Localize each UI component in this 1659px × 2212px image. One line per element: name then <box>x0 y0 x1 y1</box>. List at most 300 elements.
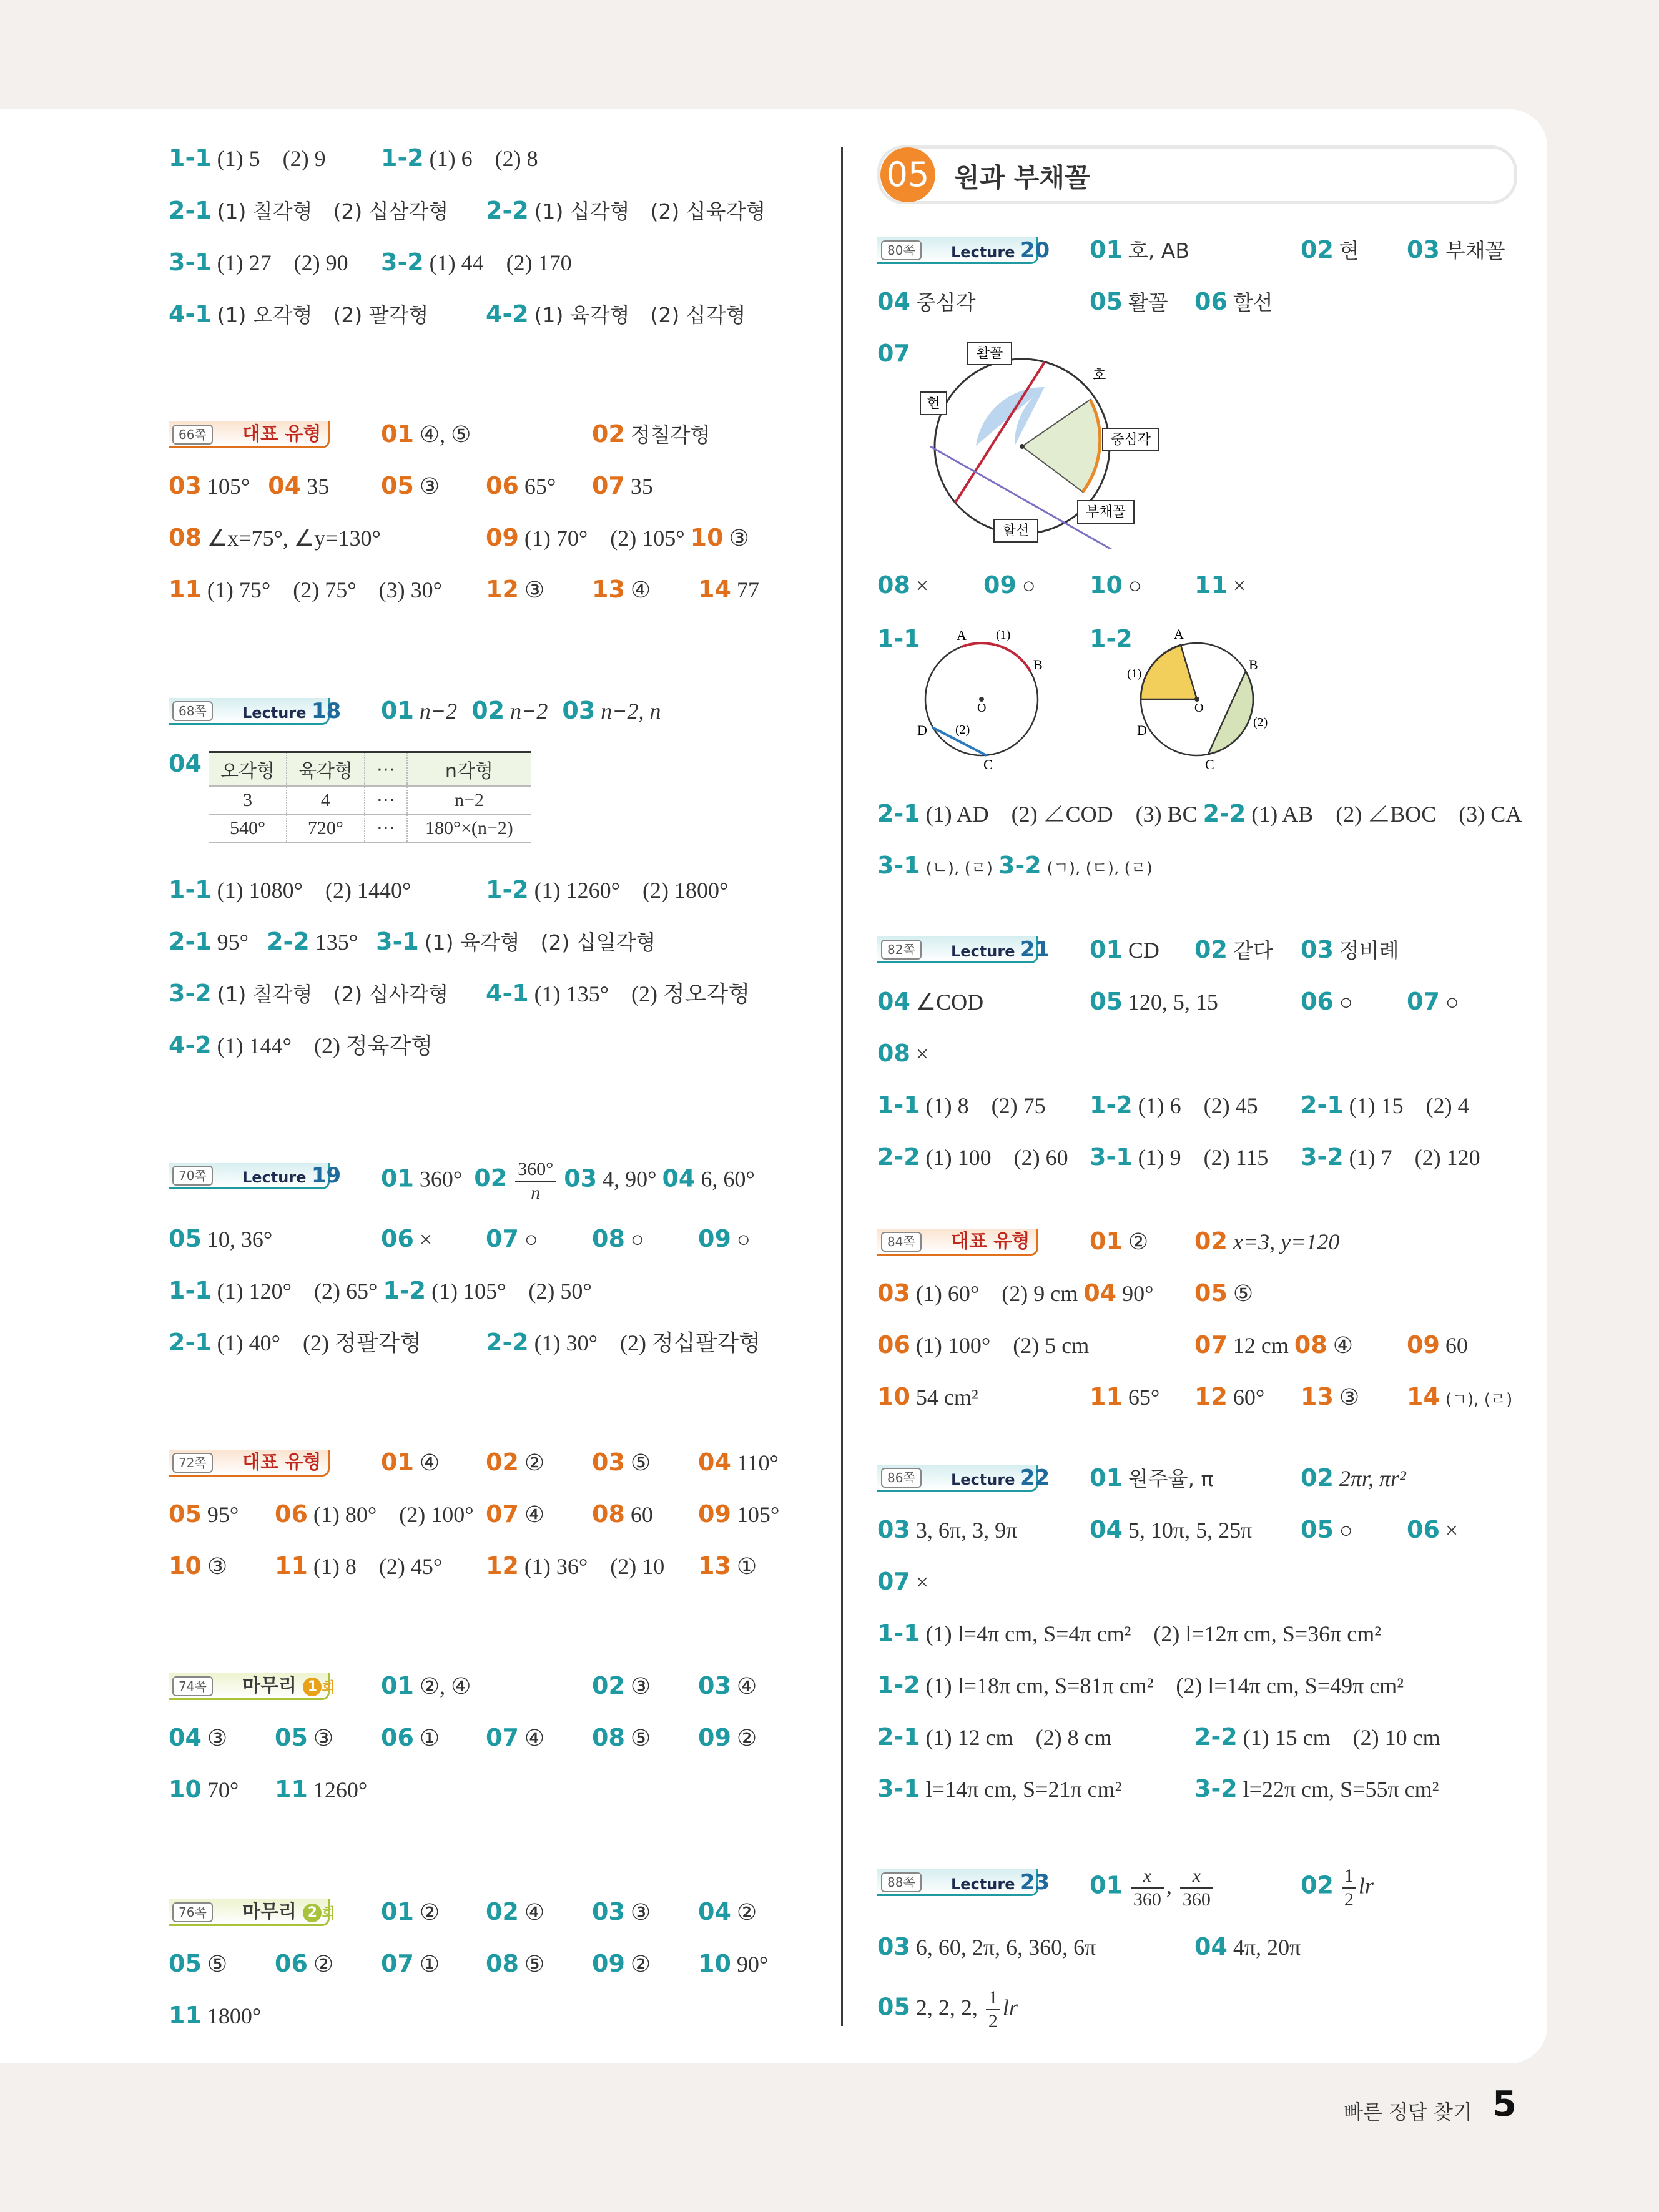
answer-text: ③ <box>729 526 749 551</box>
answer-text: ⑤ <box>630 1726 651 1751</box>
answer-text: (ㄱ), (ㄷ), (ㄹ) <box>1046 859 1153 878</box>
answer-row <box>169 195 448 227</box>
answer-text: (1) 칠각형 (2) 십삼각형 <box>217 199 449 224</box>
answer-text: ④ <box>630 578 651 602</box>
lecture-label: Lecture <box>242 704 307 722</box>
answer-text: ④ <box>736 1674 757 1699</box>
answer-row <box>169 142 326 174</box>
answer-row <box>877 986 983 1018</box>
question-number: 07 <box>381 1950 414 1977</box>
answer-text: ○ <box>1128 573 1142 598</box>
section-tag-88 <box>877 1869 1050 1896</box>
label-segment: 활꼴 <box>976 346 1003 361</box>
answer-text: ③ <box>1339 1385 1360 1410</box>
answer-row <box>1301 1381 1359 1413</box>
answer-text: (1) 8 (2) 75 <box>925 1093 1046 1118</box>
point-a-label: A <box>1174 626 1184 642</box>
point-o-label: O <box>1194 701 1204 715</box>
answer-text: ⑤ <box>1233 1281 1254 1306</box>
answer-text: 정비례 <box>1339 938 1399 963</box>
section-name <box>951 938 1050 963</box>
question-number: 1-2 <box>1090 1091 1133 1119</box>
answer-text: (1) 15 (2) 4 <box>1349 1093 1469 1118</box>
answer-row <box>275 1774 367 1806</box>
page-ref: 76쪽 <box>172 1902 213 1922</box>
answer-text: × <box>419 1227 433 1252</box>
section-name: 대표 유형 <box>951 1231 1030 1252</box>
answer-text: (1) 6 (2) 8 <box>429 146 538 171</box>
answer-text: ○ <box>1021 573 1036 598</box>
answer-row <box>877 1089 1046 1121</box>
question-number: 07 <box>1194 1331 1228 1359</box>
section-tag-84 <box>877 1229 1038 1256</box>
lecture-number: 23 <box>1020 1870 1050 1895</box>
answer-text: ① <box>736 1554 757 1579</box>
answer-row <box>592 1670 651 1702</box>
answer-row <box>1301 1141 1480 1173</box>
answer-text: ③ <box>630 1900 651 1925</box>
answer-text: × <box>915 1041 929 1066</box>
question-number: 07 <box>486 1724 519 1751</box>
answer-row <box>1194 569 1246 601</box>
answer-row <box>1090 569 1142 601</box>
answer-row <box>169 247 348 278</box>
answer-text: (1) 135° (2) 정오각형 <box>534 981 751 1006</box>
answer-text: (1) 36° (2) 10 <box>524 1554 665 1579</box>
mark-1: (1) <box>1127 667 1142 681</box>
question-number: 2-2 <box>486 1329 529 1356</box>
question-number: 13 <box>698 1552 731 1580</box>
question-number: 1-2 <box>383 1277 426 1304</box>
question-number: 01 <box>1090 936 1123 963</box>
point-o-label: O <box>977 701 987 715</box>
answer-row <box>592 1896 651 1928</box>
answer-row <box>486 1550 664 1582</box>
question-number: 07 <box>877 340 910 367</box>
lecture-number: 19 <box>311 1163 342 1188</box>
point-d-label: D <box>1137 722 1147 738</box>
answer-text: 12 cm <box>1233 1333 1289 1358</box>
answer-row <box>169 1275 592 1307</box>
question-number: 09 <box>1407 1331 1440 1359</box>
answer-row <box>592 1223 644 1255</box>
table-header: 육각형 <box>287 752 365 787</box>
question-number: 01 <box>381 1164 414 1192</box>
answer-row <box>486 978 750 1010</box>
answer-row <box>381 1223 432 1255</box>
point-b-label: B <box>1249 657 1258 672</box>
answer-text: ○ <box>1445 990 1459 1015</box>
answer-text: (1) l=18π cm, S=81π cm² (2) l=14π cm, S=49π cm² <box>925 1673 1404 1698</box>
answer-row <box>1194 1381 1264 1413</box>
answer-row <box>1090 1514 1252 1546</box>
round-badge: 1 <box>303 1678 322 1696</box>
question-number: 02 <box>471 697 505 724</box>
answer-row <box>983 569 1036 601</box>
answer-text: 35 <box>630 474 653 499</box>
answer-row <box>698 1223 751 1255</box>
page-ref: 84쪽 <box>881 1232 922 1252</box>
table-cell: 3 <box>209 786 287 814</box>
section-tag-68 <box>169 698 342 725</box>
answer-row <box>169 1223 272 1255</box>
answer-row <box>169 1030 433 1061</box>
denominator: 2 <box>988 2011 998 2032</box>
circle-terms-diagram <box>912 337 1174 549</box>
answer-text: 현 <box>1339 238 1359 263</box>
answer-text: 105° <box>736 1502 780 1527</box>
answer-text: ④ <box>419 1450 440 1475</box>
answer-text: 5, 10π, 5, 25π <box>1128 1518 1253 1543</box>
answer-row <box>1090 1089 1258 1121</box>
answer-text: (1) 6 (2) 45 <box>1138 1093 1258 1118</box>
question-number: 01 <box>381 1898 414 1925</box>
point-d-label: D <box>917 722 927 738</box>
answer-row <box>169 874 411 906</box>
answer-row <box>1301 1462 1406 1494</box>
answer-row <box>877 1381 978 1413</box>
question-number: 2-1 <box>169 928 212 955</box>
question-number: 01 <box>1090 236 1123 263</box>
answer-row <box>381 1896 440 1928</box>
question-number: 03 <box>564 1164 598 1192</box>
question-number: 01 <box>1090 1227 1123 1255</box>
answer-row <box>1407 1381 1512 1415</box>
fraction <box>1180 1867 1213 1909</box>
question-number: 2-2 <box>877 1143 920 1171</box>
answer-text: 360° <box>419 1166 463 1192</box>
question-number: 08 <box>486 1950 519 1977</box>
question-number: 03 <box>877 1933 910 1960</box>
question-number: 04 <box>268 472 302 499</box>
answer-text: 4π, 20π <box>1233 1935 1301 1960</box>
answer-row <box>169 978 448 1010</box>
numerator: 1 <box>1342 1867 1356 1889</box>
denominator: 2 <box>1344 1889 1354 1910</box>
page-ref: 70쪽 <box>172 1166 213 1186</box>
answer-text: ○ <box>1339 990 1353 1015</box>
page-ref: 72쪽 <box>172 1453 213 1473</box>
question-number: 09 <box>592 1950 625 1977</box>
denominator: n <box>531 1182 541 1203</box>
answer-row <box>486 522 749 554</box>
page-ref: 74쪽 <box>172 1676 213 1696</box>
answer-card <box>0 109 1547 2063</box>
section-name <box>242 1164 341 1189</box>
question-number: 01 <box>381 1448 414 1476</box>
answer-row <box>1194 1329 1353 1361</box>
answer-text: 60° <box>1233 1385 1265 1410</box>
answer-row <box>381 1722 440 1754</box>
chapter-title: 원과 부채꼴 <box>954 162 1090 193</box>
lecture-label: Lecture <box>242 1169 307 1186</box>
chapter-number: 05 <box>880 147 935 202</box>
question-number: 05 <box>275 1724 308 1751</box>
answer-text: 1260° <box>313 1777 368 1802</box>
question-number: 2-2 <box>1203 800 1246 827</box>
answer-text: 2πr, πr² <box>1339 1466 1406 1491</box>
question-number: 2-1 <box>169 197 212 224</box>
answer-row <box>877 850 1153 884</box>
answer-text: 원주율, π <box>1128 1467 1214 1491</box>
answer-row <box>381 1160 755 1202</box>
answer-row <box>169 522 381 554</box>
answer-text: (1) 12 cm (2) 8 cm <box>925 1725 1112 1750</box>
page-ref: 66쪽 <box>172 425 213 445</box>
question-number: 3-1 <box>376 928 419 955</box>
answer-text: ∠x=75°, ∠y=130° <box>207 526 381 551</box>
question-number: 11 <box>1194 571 1228 599</box>
answer-text: 부채꼴 <box>1445 238 1505 263</box>
answer-text: 77 <box>736 578 759 602</box>
question-number: 3-2 <box>381 248 424 276</box>
answer-text: × <box>1233 573 1246 598</box>
question-number: 09 <box>486 524 519 551</box>
answer-row <box>169 470 329 502</box>
question-number: 06 <box>877 1331 910 1359</box>
question-number: 07 <box>592 472 625 499</box>
answer-text: (1) 75° (2) 75° (3) 30° <box>207 578 443 602</box>
numerator: x <box>1180 1867 1213 1889</box>
answer-row <box>877 1669 1404 1701</box>
page-ref: 86쪽 <box>881 1468 922 1488</box>
question-number: 14 <box>698 576 731 603</box>
table-cell: n−2 <box>407 786 531 814</box>
answer-row <box>169 574 442 606</box>
question-number: 06 <box>275 1500 308 1528</box>
question-number: 02 <box>486 1448 519 1476</box>
denominator: 360 <box>1133 1889 1161 1910</box>
label-chord: 현 <box>927 396 940 411</box>
round-suffix: 회 <box>322 1680 335 1696</box>
lecture-label: Lecture <box>951 943 1015 960</box>
answer-row <box>381 247 572 278</box>
answer-row <box>381 418 471 450</box>
fraction <box>986 1988 1000 2031</box>
answer-text: (1) 144° (2) 정육각형 <box>217 1033 433 1058</box>
review-label: 마무리 <box>242 1675 297 1697</box>
answer-row <box>1301 1089 1469 1121</box>
question-number: 1-2 <box>877 1671 920 1699</box>
answer-text: (1) 30° (2) 정십팔각형 <box>534 1330 761 1355</box>
section-tag-82 <box>877 936 1050 963</box>
question-number: 1-2 <box>1090 625 1133 652</box>
answer-row <box>698 1498 779 1530</box>
answer-row <box>1194 1721 1440 1753</box>
question-number: 06 <box>275 1950 308 1977</box>
question-number: 08 <box>1294 1331 1327 1359</box>
question-number: 2-1 <box>877 1723 920 1751</box>
answer-row <box>1194 1277 1253 1309</box>
answer-row <box>698 1550 757 1582</box>
column-divider <box>841 147 843 2026</box>
answer-text: ④ <box>1332 1333 1354 1358</box>
question-number: 4-2 <box>169 1031 212 1059</box>
figure-1-2 <box>1121 621 1283 771</box>
question-number: 07 <box>877 1568 910 1595</box>
answer-row <box>877 569 928 601</box>
answer-row <box>698 1948 768 1980</box>
answer-row <box>486 1896 544 1928</box>
center-point <box>1020 444 1025 449</box>
question-number: 3-2 <box>169 980 212 1007</box>
table-cell: 180°×(n−2) <box>407 814 531 842</box>
question-number: 04 <box>1090 1516 1123 1543</box>
answer-text: 65° <box>1128 1385 1160 1410</box>
question-number: 2-2 <box>486 197 529 224</box>
answer-text: 65° <box>524 474 556 499</box>
answer-text: ○ <box>1339 1518 1353 1543</box>
question-number: 03 <box>562 697 596 724</box>
section-tag-72 <box>169 1450 330 1477</box>
answer-row <box>877 1988 1018 2031</box>
answer-text: 6, 60, 2π, 6, 360, 6π <box>915 1935 1096 1960</box>
question-number: 13 <box>592 576 625 603</box>
question-number: 09 <box>698 1724 731 1751</box>
question-number: 06 <box>1301 988 1334 1015</box>
answer-row <box>698 1722 757 1754</box>
answer-text: 2, 2, 2, <box>915 1995 978 2020</box>
mark-1: (1) <box>996 628 1011 642</box>
answer-text: 할선 <box>1233 290 1273 315</box>
question-number: 10 <box>877 1383 910 1410</box>
answer-text: ③ <box>419 474 440 499</box>
question-number: 3-2 <box>1194 1775 1238 1802</box>
answer-text: CD <box>1128 938 1159 963</box>
question-number: 08 <box>877 571 910 599</box>
answer-text: (1) 44 (2) 170 <box>429 250 572 275</box>
answer-text: × <box>1445 1518 1459 1543</box>
answer-row <box>1194 1773 1439 1805</box>
page-ref: 88쪽 <box>881 1872 922 1892</box>
question-number: 10 <box>690 524 724 551</box>
answer-row <box>698 1896 757 1928</box>
section-name <box>951 239 1050 263</box>
section-tag-86 <box>877 1465 1050 1492</box>
chapter-header <box>877 145 1517 204</box>
answer-text: l=22π cm, S=55π cm² <box>1243 1777 1439 1802</box>
answer-row <box>1090 1141 1268 1173</box>
answer-text: ○ <box>524 1227 538 1252</box>
question-number: 09 <box>698 1225 731 1252</box>
answer-row <box>275 1498 474 1530</box>
lecture-label: Lecture <box>951 243 1015 261</box>
answer-text: (1) 40° (2) 정팔각형 <box>217 1330 422 1355</box>
answer-text: ○ <box>630 1227 644 1252</box>
answer-row <box>877 338 910 370</box>
question-number: 1-1 <box>877 625 920 652</box>
question-number: 06 <box>1407 1516 1440 1543</box>
section-name: 대표 유형 <box>242 1452 322 1473</box>
answer-row <box>1407 1514 1458 1546</box>
answer-text: lr <box>1358 1873 1374 1899</box>
answer-row <box>1407 1329 1468 1361</box>
answer-text: ③ <box>313 1726 334 1751</box>
answer-row <box>381 142 538 174</box>
answer-text: 60 <box>630 1502 653 1527</box>
question-number: 3-2 <box>1301 1143 1344 1171</box>
answer-row <box>877 1141 1068 1173</box>
question-number: 04 <box>662 1164 696 1192</box>
sector-region <box>1022 400 1100 492</box>
label-central-angle: 중심각 <box>1111 432 1151 448</box>
answer-row <box>169 1774 239 1806</box>
answer-text: ④ <box>524 1726 545 1751</box>
question-number: 10 <box>698 1950 731 1977</box>
review-label: 마무리 <box>242 1901 297 1923</box>
question-number: 01 <box>381 1672 414 1699</box>
answer-row <box>592 1498 653 1530</box>
answer-row <box>1090 1226 1148 1257</box>
question-number: 10 <box>1090 571 1123 599</box>
question-number: 12 <box>486 576 519 603</box>
question-number: 02 <box>592 1672 625 1699</box>
question-number: 03 <box>1301 936 1334 963</box>
answer-text: ④ <box>524 1900 545 1925</box>
section-tag-70 <box>169 1163 342 1189</box>
answer-text: (1) 100 (2) 60 <box>925 1145 1068 1170</box>
section-name <box>951 1467 1050 1491</box>
answer-row <box>877 1329 1089 1361</box>
question-number: 09 <box>698 1500 731 1528</box>
section-name <box>951 1871 1050 1895</box>
polygon-table <box>209 751 531 843</box>
answer-row <box>1194 934 1273 966</box>
sector-aod <box>1141 645 1197 699</box>
answer-row: 01 $\frac{x}{360}$ , $\frac{x}{360}$ <box>1090 1867 1216 1909</box>
question-number: 2-2 <box>267 928 310 955</box>
question-number: 04 <box>1083 1279 1117 1307</box>
answer-row <box>1090 286 1168 318</box>
answer-text: n−2 <box>419 699 458 724</box>
question-number: 08 <box>592 1500 625 1528</box>
chord <box>955 362 1045 503</box>
answer-row <box>169 1550 227 1582</box>
answer-text: (1) 105° (2) 50° <box>431 1279 592 1304</box>
answer-row <box>486 1447 544 1478</box>
answer-row <box>486 874 728 906</box>
question-number: 06 <box>381 1225 414 1252</box>
answer-row <box>486 1223 538 1255</box>
denominator: 360 <box>1182 1889 1211 1910</box>
question-number: 2-1 <box>169 1329 212 1356</box>
page-ref: 82쪽 <box>881 940 922 960</box>
answer-row <box>486 298 746 331</box>
round-badge: 2 <box>303 1904 322 1922</box>
answer-row <box>1090 1381 1159 1413</box>
point-c-label: C <box>1205 757 1214 771</box>
question-number: 06 <box>381 1724 414 1751</box>
question-number: 02 <box>1194 936 1228 963</box>
point-a-label: A <box>957 627 967 643</box>
question-number: 02 <box>1194 1227 1228 1255</box>
question-number: 11 <box>275 1552 308 1580</box>
answer-row <box>698 1670 757 1702</box>
question-number: 03 <box>877 1279 910 1307</box>
question-number: 10 <box>169 1552 202 1580</box>
answer-row <box>592 1948 651 1980</box>
question-number: 02 <box>486 1898 519 1925</box>
question-number: 1-1 <box>169 876 212 903</box>
answer-text: l=14π cm, S=21π cm² <box>925 1777 1122 1802</box>
answer-row <box>381 1447 440 1478</box>
question-number: 3-1 <box>877 852 920 879</box>
answer-text: 10, 36° <box>207 1227 273 1252</box>
answer-row <box>169 926 656 958</box>
mark-2: (2) <box>955 723 970 737</box>
section-name <box>242 1901 335 1925</box>
question-number: 01 <box>381 420 414 448</box>
